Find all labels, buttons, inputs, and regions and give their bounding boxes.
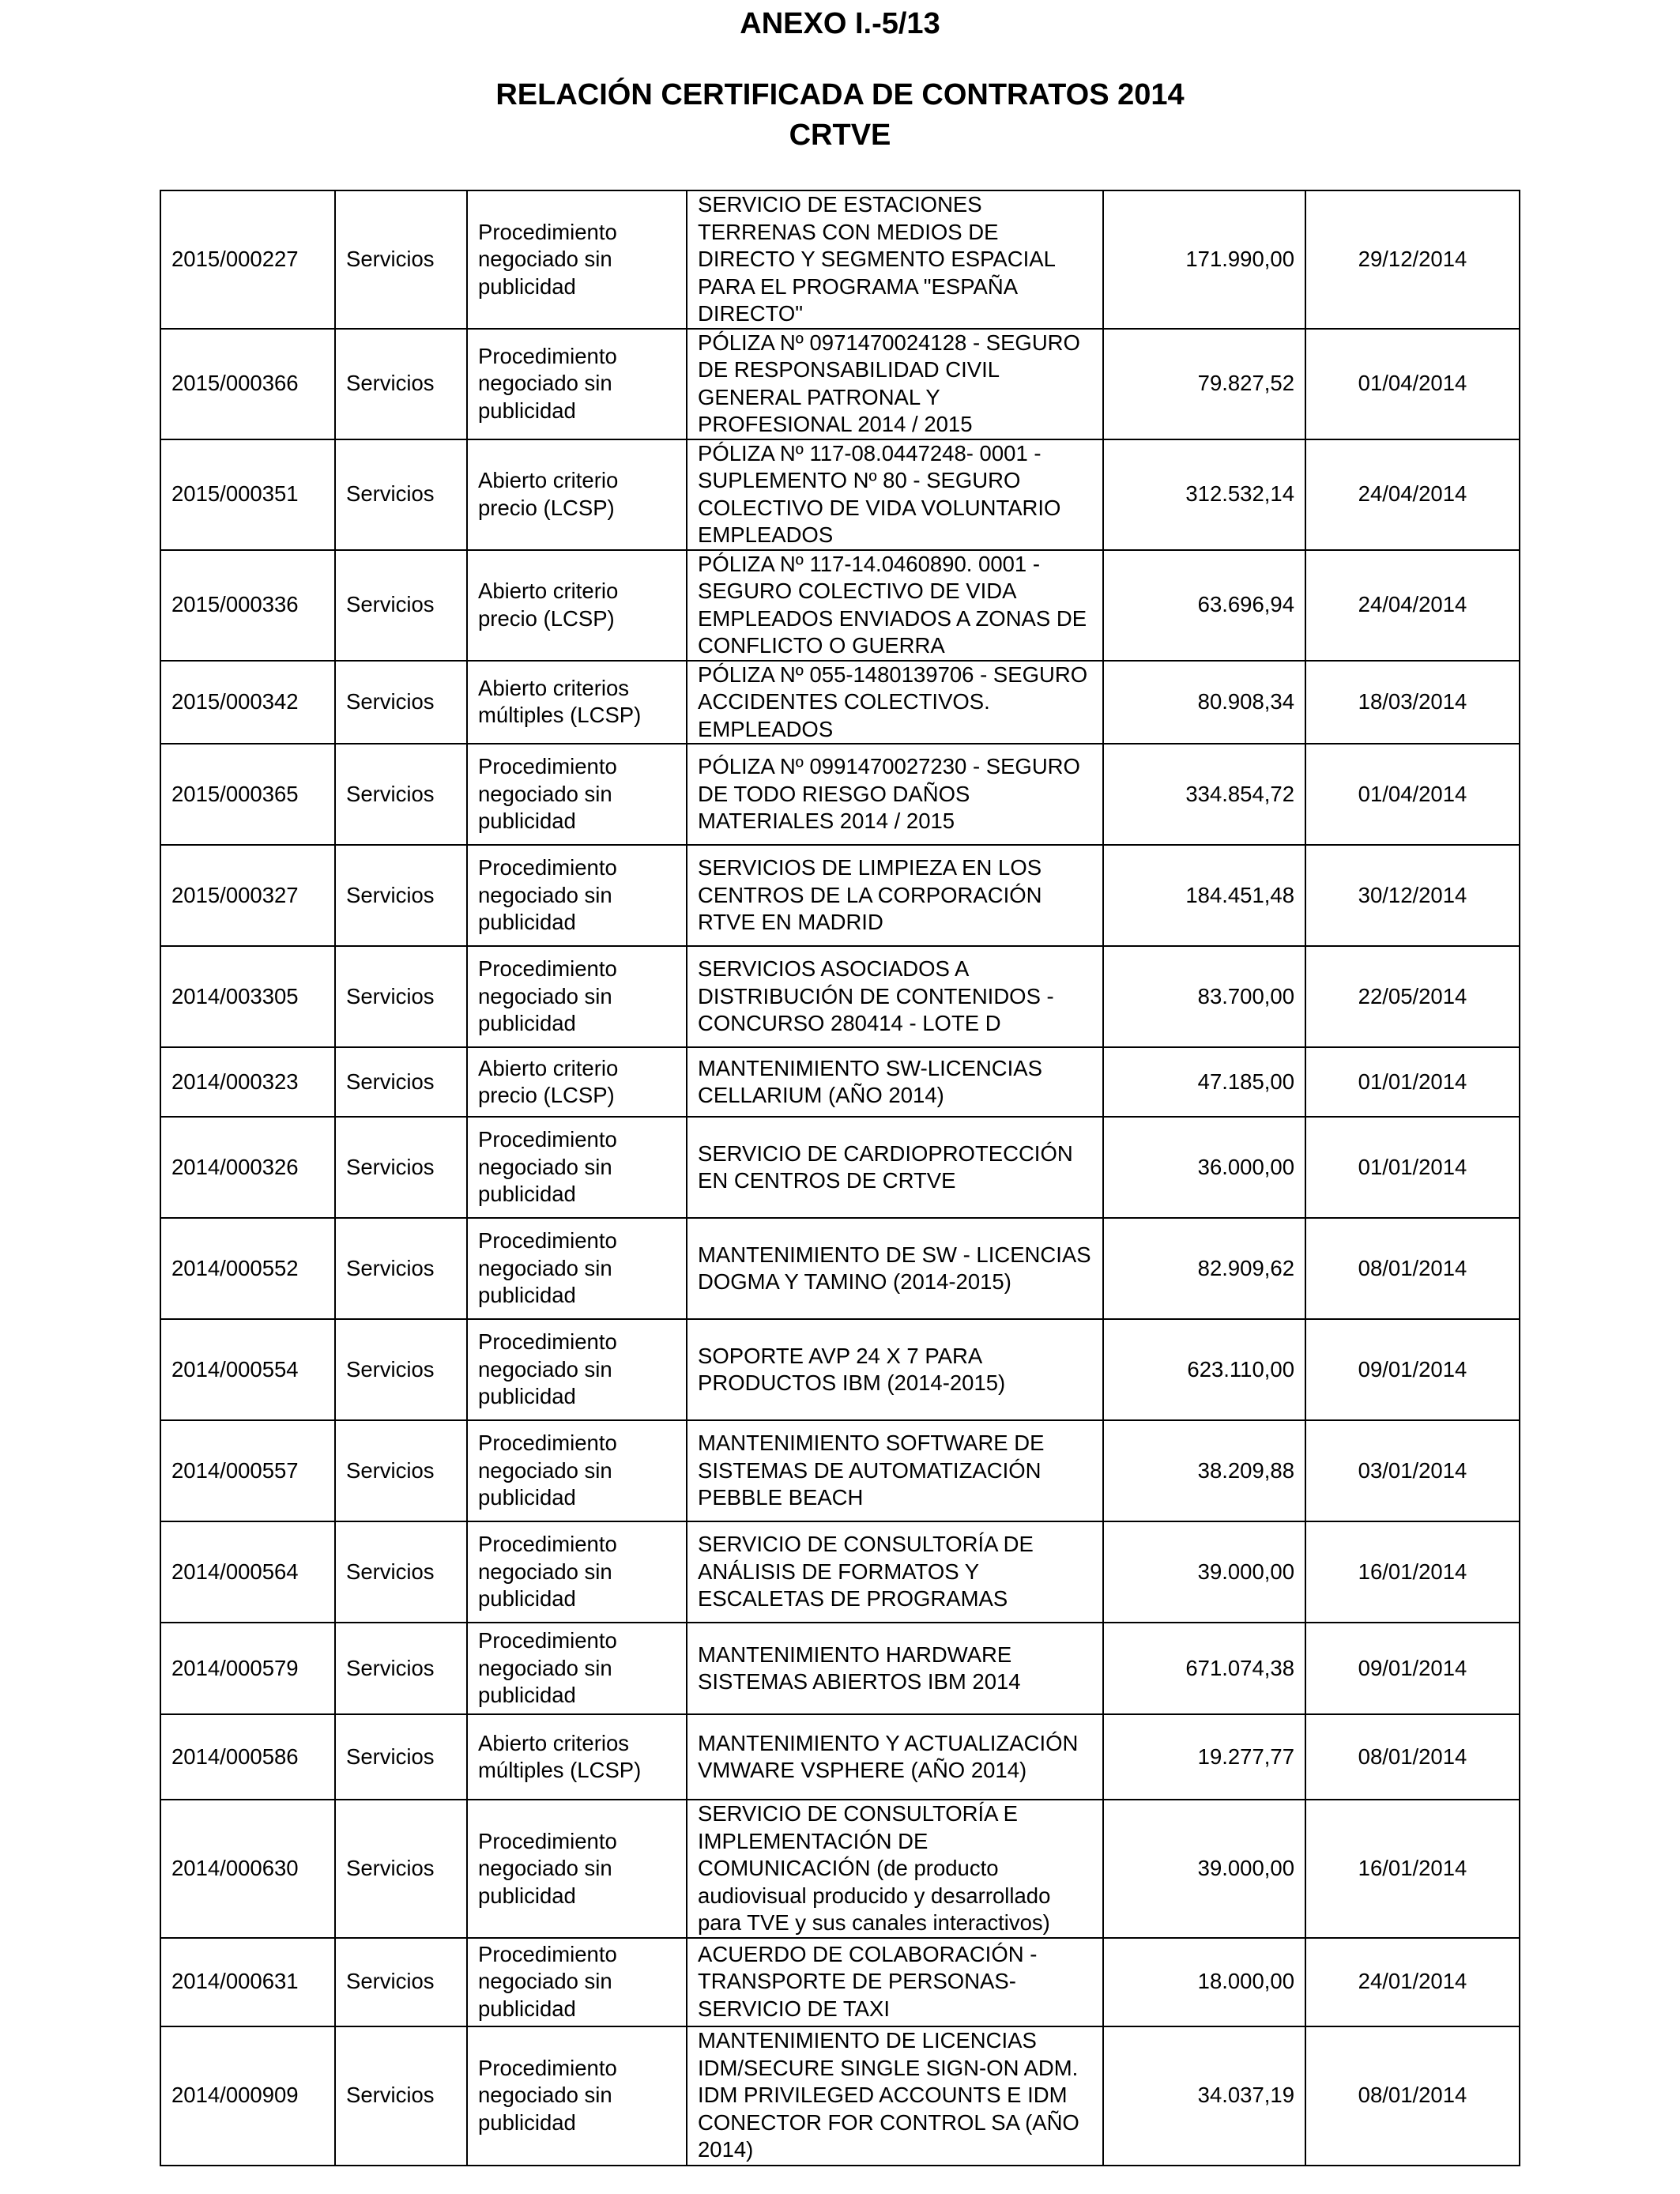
fecha-cell: 01/01/2014	[1305, 1047, 1520, 1117]
fecha-cell: 08/01/2014	[1305, 1714, 1520, 1800]
objeto-cell: MANTENIMIENTO SOFTWARE DE SISTEMAS DE AUTOMATIZACIÓN PEBBLE BEACH	[687, 1420, 1103, 1521]
objeto-cell: PÓLIZA Nº 055-1480139706 - SEGURO ACCIDENTES COLECTIVOS. EMPLEADOS	[687, 661, 1103, 745]
table-row	[160, 1521, 1520, 1623]
table-row	[160, 1714, 1520, 1800]
expediente-cell: 2014/000630	[160, 1800, 335, 1938]
table-row	[160, 550, 1520, 661]
fecha-cell: 24/04/2014	[1305, 439, 1520, 550]
fecha-cell: 22/05/2014	[1305, 946, 1520, 1047]
expediente-cell: 2015/000327	[160, 845, 335, 946]
objeto-cell: PÓLIZA Nº 0991470027230 - SEGURO DE TODO RIESGO DAÑOS MATERIALES 2014 / 2015	[687, 744, 1103, 845]
objeto-cell: SERVICIO DE CONSULTORÍA DE ANÁLISIS DE FORMATOS Y ESCALETAS DE PROGRAMAS	[687, 1521, 1103, 1623]
objeto-cell: PÓLIZA Nº 117-08.0447248- 0001 - SUPLEMENTO Nº 80 - SEGURO COLECTIVO DE VIDA VOLUNTARIO EMPLEADOS	[687, 439, 1103, 550]
table-row	[160, 439, 1520, 550]
tipo-cell: Servicios	[335, 439, 467, 550]
table-row	[160, 1319, 1520, 1420]
importe-cell: 334.854,72	[1103, 744, 1305, 845]
expediente-cell: 2015/000351	[160, 439, 335, 550]
tipo-cell: Servicios	[335, 1420, 467, 1521]
objeto-cell: PÓLIZA Nº 117-14.0460890. 0001 - SEGURO COLECTIVO DE VIDA EMPLEADOS ENVIADOS A ZONAS DE CONFLICTO O GUERRA	[687, 550, 1103, 661]
procedimiento-cell: Procedimiento negociado sin publicidad	[467, 1117, 687, 1218]
importe-cell: 34.037,19	[1103, 2026, 1305, 2166]
procedimiento-cell: Procedimiento negociado sin publicidad	[467, 1420, 687, 1521]
expediente-cell: 2015/000336	[160, 550, 335, 661]
expediente-cell: 2014/000326	[160, 1117, 335, 1218]
fecha-cell: 01/04/2014	[1305, 329, 1520, 439]
importe-cell: 312.532,14	[1103, 439, 1305, 550]
objeto-cell: SERVICIOS ASOCIADOS A DISTRIBUCIÓN DE CONTENIDOS - CONCURSO 280414 - LOTE D	[687, 946, 1103, 1047]
importe-cell: 18.000,00	[1103, 1938, 1305, 2026]
tipo-cell: Servicios	[335, 744, 467, 845]
procedimiento-cell: Procedimiento negociado sin publicidad	[467, 190, 687, 329]
expediente-cell: 2014/000631	[160, 1938, 335, 2026]
importe-cell: 671.074,38	[1103, 1623, 1305, 1714]
importe-cell: 79.827,52	[1103, 329, 1305, 439]
importe-cell: 39.000,00	[1103, 1521, 1305, 1623]
objeto-cell: SERVICIO DE CARDIOPROTECCIÓN EN CENTROS DE CRTVE	[687, 1117, 1103, 1218]
table-row	[160, 190, 1520, 329]
tipo-cell: Servicios	[335, 946, 467, 1047]
expediente-cell: 2015/000227	[160, 190, 335, 329]
fecha-cell: 16/01/2014	[1305, 1521, 1520, 1623]
tipo-cell: Servicios	[335, 1047, 467, 1117]
table-row	[160, 1938, 1520, 2026]
objeto-cell: MANTENIMIENTO DE SW - LICENCIAS DOGMA Y TAMINO (2014-2015)	[687, 1218, 1103, 1319]
annex-title: ANEXO I.-5/13	[740, 7, 940, 40]
tipo-cell: Servicios	[335, 1938, 467, 2026]
fecha-cell: 01/04/2014	[1305, 744, 1520, 845]
objeto-cell: SERVICIO DE ESTACIONES TERRENAS CON MEDIOS DE DIRECTO Y SEGMENTO ESPACIAL PARA EL PROGRAMA "ESPAÑA DIRECTO"	[687, 190, 1103, 329]
fecha-cell: 08/01/2014	[1305, 2026, 1520, 2166]
importe-cell: 623.110,00	[1103, 1319, 1305, 1420]
objeto-cell: MANTENIMIENTO DE LICENCIAS IDM/SECURE SINGLE SIGN-ON ADM. IDM PRIVILEGED ACCOUNTS E IDM CONECTOR FOR CONTROL SA (AÑO 2014)	[687, 2026, 1103, 2166]
table-row	[160, 1218, 1520, 1319]
expediente-cell: 2015/000342	[160, 661, 335, 745]
fecha-cell: 18/03/2014	[1305, 661, 1520, 745]
fecha-cell: 09/01/2014	[1305, 1623, 1520, 1714]
objeto-cell: MANTENIMIENTO Y ACTUALIZACIÓN VMWARE VSPHERE (AÑO 2014)	[687, 1714, 1103, 1800]
procedimiento-cell: Procedimiento negociado sin publicidad	[467, 2026, 687, 2166]
expediente-cell: 2014/000557	[160, 1420, 335, 1521]
tipo-cell: Servicios	[335, 550, 467, 661]
importe-cell: 184.451,48	[1103, 845, 1305, 946]
table-row	[160, 946, 1520, 1047]
importe-cell: 47.185,00	[1103, 1047, 1305, 1117]
tipo-cell: Servicios	[335, 661, 467, 745]
importe-cell: 171.990,00	[1103, 190, 1305, 329]
procedimiento-cell: Procedimiento negociado sin publicidad	[467, 1938, 687, 2026]
procedimiento-cell: Procedimiento negociado sin publicidad	[467, 1800, 687, 1938]
tipo-cell: Servicios	[335, 329, 467, 439]
report-title: RELACIÓN CERTIFICADA DE CONTRATOS 2014	[495, 78, 1185, 111]
procedimiento-cell: Procedimiento negociado sin publicidad	[467, 1521, 687, 1623]
importe-cell: 38.209,88	[1103, 1420, 1305, 1521]
tipo-cell: Servicios	[335, 1714, 467, 1800]
expediente-cell: 2014/000579	[160, 1623, 335, 1714]
expediente-cell: 2014/000323	[160, 1047, 335, 1117]
importe-cell: 83.700,00	[1103, 946, 1305, 1047]
table-row	[160, 661, 1520, 745]
table-row	[160, 1623, 1520, 1714]
expediente-cell: 2015/000365	[160, 744, 335, 845]
tipo-cell: Servicios	[335, 845, 467, 946]
fecha-cell: 30/12/2014	[1305, 845, 1520, 946]
procedimiento-cell: Procedimiento negociado sin publicidad	[467, 329, 687, 439]
objeto-cell: SERVICIOS DE LIMPIEZA EN LOS CENTROS DE LA CORPORACIÓN RTVE EN MADRID	[687, 845, 1103, 946]
table-row	[160, 1117, 1520, 1218]
importe-cell: 63.696,94	[1103, 550, 1305, 661]
fecha-cell: 24/01/2014	[1305, 1938, 1520, 2026]
tipo-cell: Servicios	[335, 1623, 467, 1714]
procedimiento-cell: Procedimiento negociado sin publicidad	[467, 1218, 687, 1319]
fecha-cell: 08/01/2014	[1305, 1218, 1520, 1319]
table-row	[160, 329, 1520, 439]
table-row	[160, 744, 1520, 845]
contracts-table	[160, 190, 1520, 2166]
table-row	[160, 1420, 1520, 1521]
table-row	[160, 845, 1520, 946]
tipo-cell: Servicios	[335, 1800, 467, 1938]
fecha-cell: 24/04/2014	[1305, 550, 1520, 661]
table-row	[160, 2026, 1520, 2166]
table-row	[160, 1800, 1520, 1938]
procedimiento-cell: Abierto criterio precio (LCSP)	[467, 439, 687, 550]
fecha-cell: 16/01/2014	[1305, 1800, 1520, 1938]
objeto-cell: MANTENIMIENTO HARDWARE SISTEMAS ABIERTOS IBM 2014	[687, 1623, 1103, 1714]
objeto-cell: PÓLIZA Nº 0971470024128 - SEGURO DE RESPONSABILIDAD CIVIL GENERAL PATRONAL Y PROFESIONAL 2014 / 2015	[687, 329, 1103, 439]
fecha-cell: 09/01/2014	[1305, 1319, 1520, 1420]
table-row	[160, 1047, 1520, 1117]
organization-title: CRTVE	[789, 119, 891, 152]
objeto-cell: ACUERDO DE COLABORACIÓN - TRANSPORTE DE PERSONAS- SERVICIO DE TAXI	[687, 1938, 1103, 2026]
fecha-cell: 01/01/2014	[1305, 1117, 1520, 1218]
expediente-cell: 2014/000552	[160, 1218, 335, 1319]
importe-cell: 36.000,00	[1103, 1117, 1305, 1218]
procedimiento-cell: Procedimiento negociado sin publicidad	[467, 1319, 687, 1420]
importe-cell: 80.908,34	[1103, 661, 1305, 745]
fecha-cell: 03/01/2014	[1305, 1420, 1520, 1521]
tipo-cell: Servicios	[335, 1218, 467, 1319]
expediente-cell: 2014/000586	[160, 1714, 335, 1800]
expediente-cell: 2015/000366	[160, 329, 335, 439]
procedimiento-cell: Abierto criterios múltiples (LCSP)	[467, 661, 687, 745]
procedimiento-cell: Procedimiento negociado sin publicidad	[467, 744, 687, 845]
expediente-cell: 2014/000564	[160, 1521, 335, 1623]
objeto-cell: SERVICIO DE CONSULTORÍA E IMPLEMENTACIÓN DE COMUNICACIÓN (de producto audiovisual producido y desarrollado para TVE y sus canales interactivos)	[687, 1800, 1103, 1938]
tipo-cell: Servicios	[335, 1319, 467, 1420]
importe-cell: 82.909,62	[1103, 1218, 1305, 1319]
fecha-cell: 29/12/2014	[1305, 190, 1520, 329]
procedimiento-cell: Abierto criterio precio (LCSP)	[467, 1047, 687, 1117]
tipo-cell: Servicios	[335, 1521, 467, 1623]
procedimiento-cell: Procedimiento negociado sin publicidad	[467, 946, 687, 1047]
expediente-cell: 2014/000909	[160, 2026, 335, 2166]
importe-cell: 39.000,00	[1103, 1800, 1305, 1938]
procedimiento-cell: Abierto criterio precio (LCSP)	[467, 550, 687, 661]
expediente-cell: 2014/000554	[160, 1319, 335, 1420]
tipo-cell: Servicios	[335, 190, 467, 329]
tipo-cell: Servicios	[335, 1117, 467, 1218]
objeto-cell: MANTENIMIENTO SW-LICENCIAS CELLARIUM (AÑO 2014)	[687, 1047, 1103, 1117]
procedimiento-cell: Procedimiento negociado sin publicidad	[467, 845, 687, 946]
expediente-cell: 2014/003305	[160, 946, 335, 1047]
objeto-cell: SOPORTE AVP 24 X 7 PARA PRODUCTOS IBM (2014-2015)	[687, 1319, 1103, 1420]
procedimiento-cell: Procedimiento negociado sin publicidad	[467, 1623, 687, 1714]
procedimiento-cell: Abierto criterios múltiples (LCSP)	[467, 1714, 687, 1800]
tipo-cell: Servicios	[335, 2026, 467, 2166]
importe-cell: 19.277,77	[1103, 1714, 1305, 1800]
